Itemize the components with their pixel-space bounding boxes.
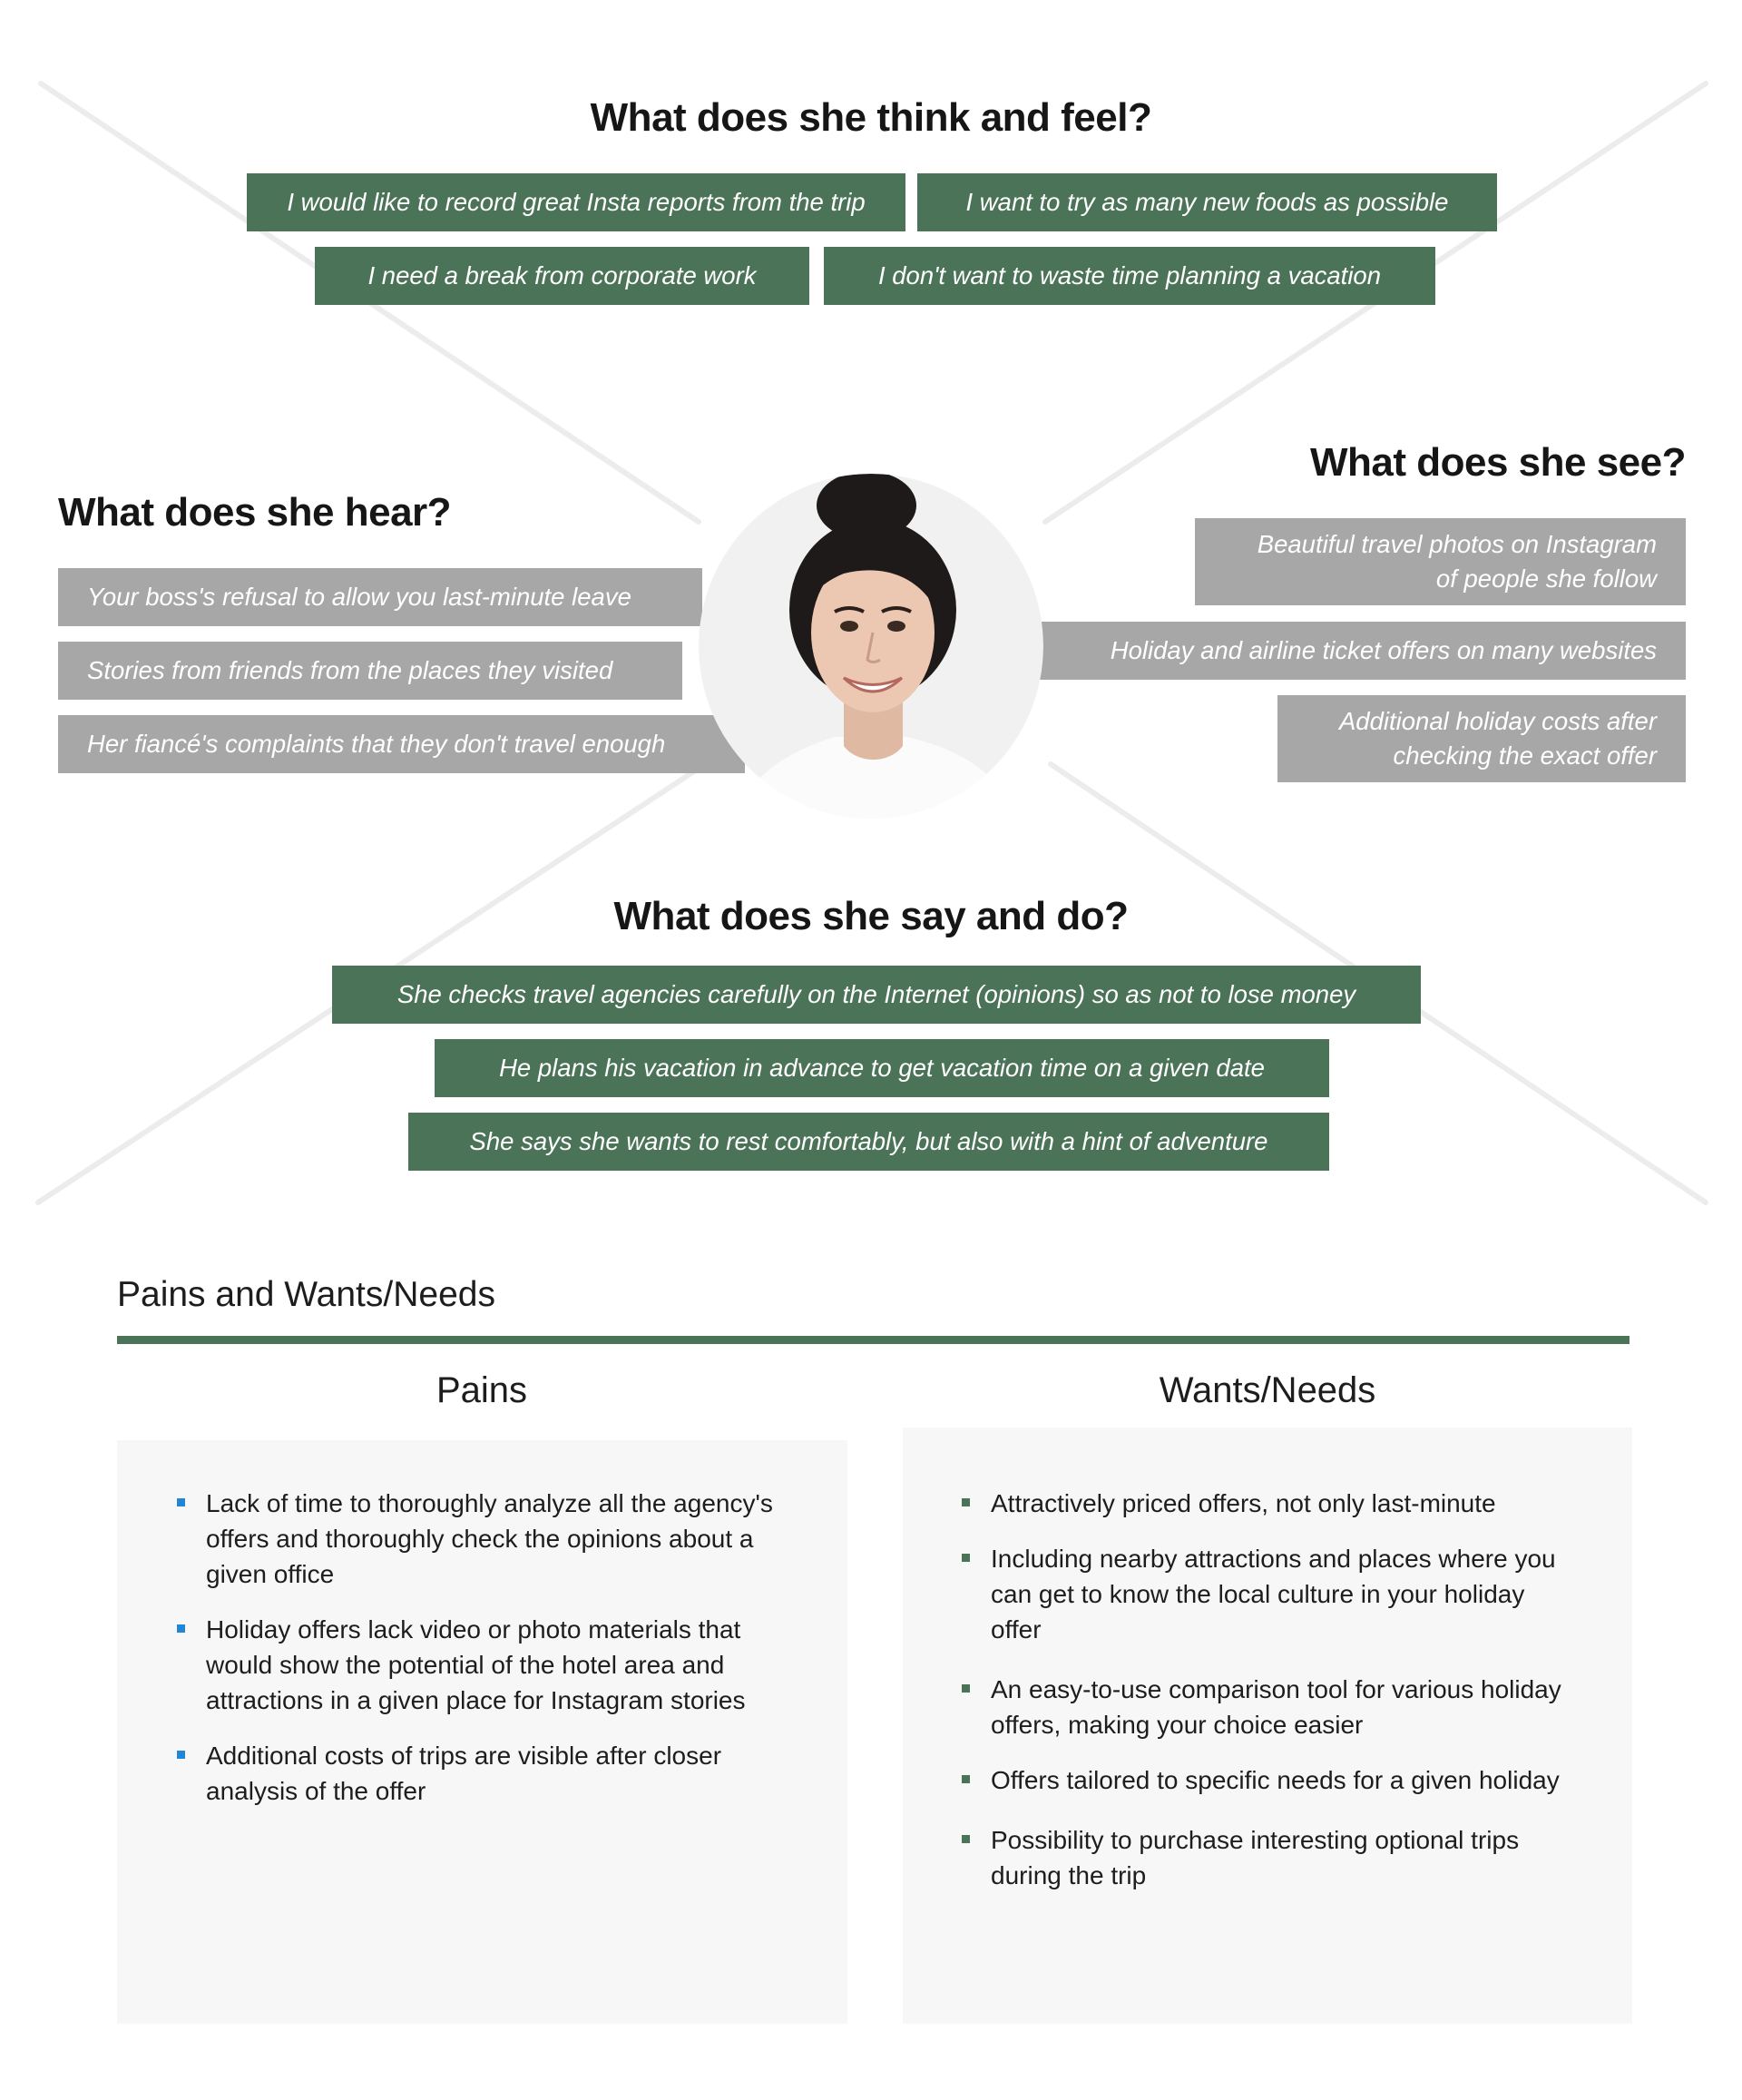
think-feel-item: I want to try as many new foods as possible bbox=[917, 173, 1497, 231]
wants-item-text: Possibility to purchase interesting optional trips during the trip bbox=[991, 1826, 1520, 1889]
pains-item-text: Holiday offers lack video or photo materials that would show the potential of the hotel area and attractions in a given place for Instagram stories bbox=[206, 1615, 746, 1714]
wants-item-text: Attractively priced offers, not only last-minute bbox=[991, 1489, 1496, 1517]
bullet-icon bbox=[962, 1835, 970, 1843]
wants-item-text: Including nearby attractions and places where you can get to know the local culture in your holiday offer bbox=[991, 1545, 1556, 1644]
bullet-icon bbox=[962, 1775, 970, 1783]
wants-item-text: An easy-to-use comparison tool for various holiday offers, making your choice easier bbox=[991, 1675, 1561, 1739]
bullet-icon bbox=[177, 1498, 185, 1506]
wants-item-text: Offers tailored to specific needs for a given holiday bbox=[991, 1766, 1560, 1794]
bullet-icon bbox=[962, 1684, 970, 1693]
pains-list bbox=[206, 1486, 796, 1809]
wants-needs-title: Wants/Needs bbox=[1159, 1370, 1376, 1410]
say-do-item: She says she wants to rest comfortably, but also with a hint of adventure bbox=[408, 1113, 1329, 1171]
see-item: Beautiful travel photos on Instagram of people she follow bbox=[1195, 518, 1686, 605]
bullet-icon bbox=[962, 1498, 970, 1506]
pains-list-item bbox=[206, 1612, 796, 1718]
wants-needs-panel bbox=[903, 1428, 1632, 2024]
think-feel-item: I would like to record great Insta reports from the trip bbox=[247, 173, 905, 231]
hear-item: Her fiancé's complaints that they don't travel enough bbox=[58, 715, 745, 773]
hear-heading: What does she hear? bbox=[58, 490, 452, 535]
bullet-icon bbox=[177, 1624, 185, 1633]
wants-list-item bbox=[991, 1672, 1562, 1742]
say-do-item: She checks travel agencies carefully on the Internet (opinions) so as not to lose money bbox=[332, 966, 1421, 1024]
bullet-icon bbox=[962, 1554, 970, 1562]
wants-list bbox=[991, 1486, 1562, 1893]
see-item: Additional holiday costs after checking the exact offer bbox=[1277, 695, 1686, 782]
pains-list-item bbox=[206, 1486, 796, 1592]
wants-list-item bbox=[991, 1762, 1562, 1798]
pains-item-text: Lack of time to thoroughly analyze all the agency's offers and thoroughly check the opinions about a given office bbox=[206, 1489, 773, 1588]
pains-list-item bbox=[206, 1738, 796, 1809]
pains-title: Pains bbox=[436, 1370, 528, 1410]
pains-wants-section-title: Pains and Wants/Needs bbox=[117, 1275, 495, 1314]
think-feel-heading: What does she think and feel? bbox=[590, 95, 1152, 140]
hear-item: Your boss's refusal to allow you last-minute leave bbox=[58, 568, 702, 626]
pains-item-text: Additional costs of trips are visible after closer analysis of the offer bbox=[206, 1742, 722, 1805]
say-do-item: He plans his vacation in advance to get vacation time on a given date bbox=[435, 1039, 1329, 1097]
section-divider bbox=[117, 1336, 1629, 1344]
wants-list-item bbox=[991, 1822, 1562, 1893]
bullet-icon bbox=[177, 1751, 185, 1759]
think-feel-item: I don't want to waste time planning a vacation bbox=[824, 247, 1435, 305]
hear-item: Stories from friends from the places they visited bbox=[58, 642, 682, 700]
see-item: Holiday and airline ticket offers on many websites bbox=[1039, 622, 1686, 680]
see-heading: What does she see? bbox=[1309, 440, 1686, 485]
say-do-heading: What does she say and do? bbox=[613, 894, 1129, 938]
think-feel-item: I need a break from corporate work bbox=[315, 247, 809, 305]
pains-panel bbox=[117, 1440, 847, 2024]
persona-portrait bbox=[699, 474, 1043, 819]
wants-list-item bbox=[991, 1486, 1562, 1521]
wants-list-item bbox=[991, 1541, 1562, 1647]
